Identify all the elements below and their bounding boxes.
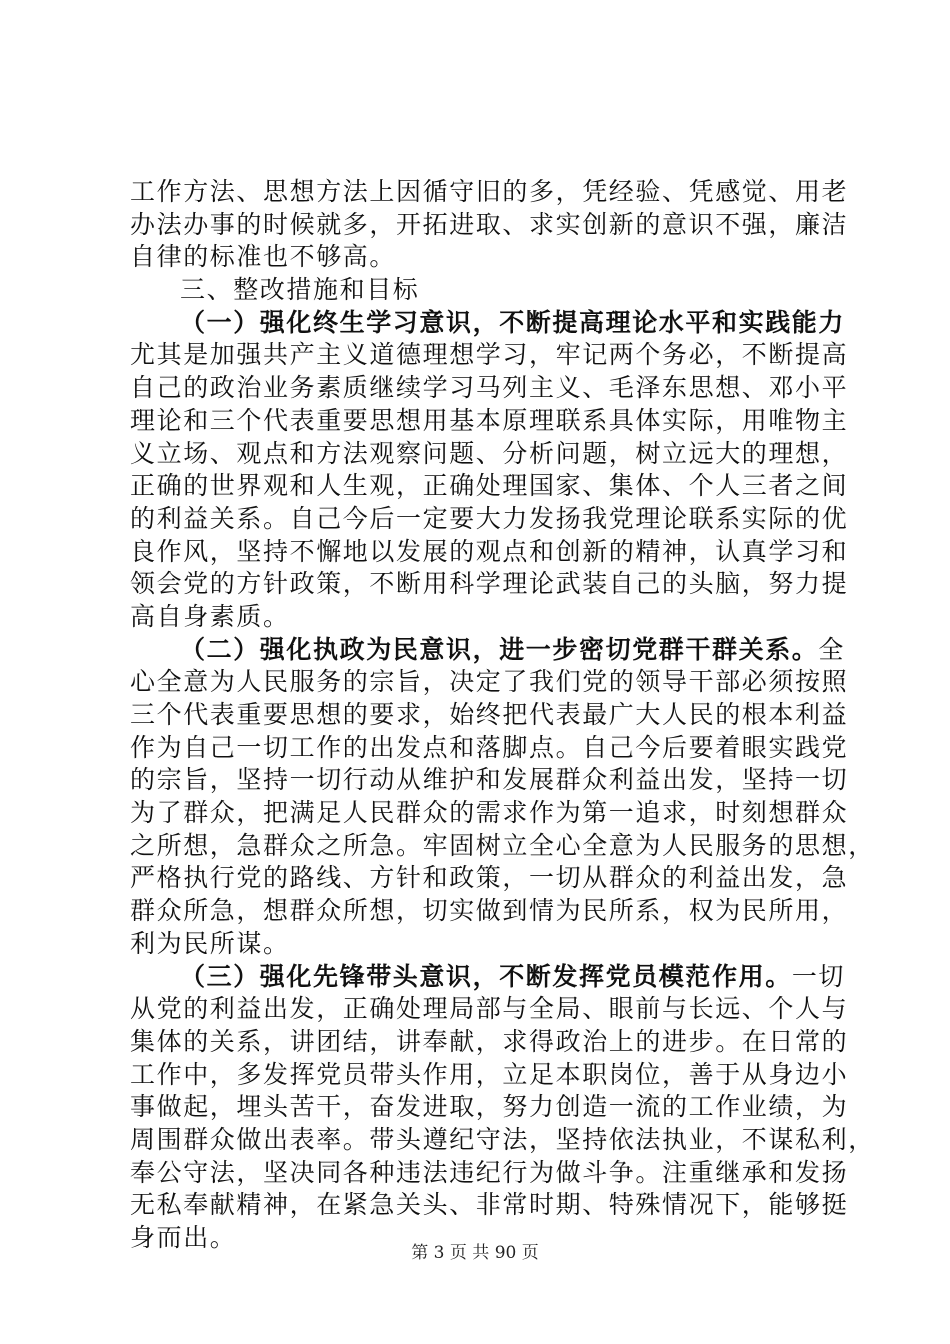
text-line: 作为自己一切工作的出发点和落脚点。自己今后要着眼实践党 — [130, 732, 849, 762]
text-line: 三个代表重要思想的要求，始终把代表最广大人民的根本利益 — [130, 700, 849, 729]
text-line: 办法办事的时候就多，开拓进取、求实创新的意识不强，廉洁 — [130, 209, 849, 239]
text-line: 良作风，坚持不懈地以发展的观点和创新的精神，认真学习和 — [130, 536, 849, 566]
document-body — [130, 176, 875, 1255]
text-line: 之所想，急群众之所急。牢固树立全心全意为人民服务的思想， — [130, 830, 875, 860]
heading-text: （二）强化执政为民意识，进一步密切党群干群关系。 — [180, 634, 819, 664]
text-line: 高自身素质。 — [130, 601, 290, 631]
text-line: 尤其是加强共产主义道德理想学习，牢记两个务必，不断提高 — [130, 340, 849, 370]
body-text: 一切 — [791, 961, 846, 991]
text-line: 的利益关系。自己今后一定要大力发扬我党理论联系实际的优 — [130, 503, 849, 533]
text-line: 从党的利益出发，正确处理局部与全局、眼前与长远、个人与 — [130, 994, 849, 1024]
page-footer: 第 3 页 共 90 页 — [411, 1243, 539, 1263]
text-line — [130, 961, 846, 994]
text-line: 群众所急，想群众所想，切实做到情为民所系，权为民所用， — [130, 896, 849, 926]
heading-text: （三）强化先锋带头意识，不断发挥党员模范作用。 — [180, 961, 792, 991]
text-line: 集体的关系，讲团结，讲奉献，求得政治上的进步。在日常的 — [130, 1026, 849, 1056]
text-line: 无私奉献精神，在紧急关头、非常时期、特殊情况下，能够挺 — [130, 1190, 849, 1220]
text-line: 理论和三个代表重要思想用基本原理联系具体实际，用唯物主 — [130, 405, 849, 435]
text-line: 领会党的方针政策，不断用科学理论武装自己的头脑，努力提 — [130, 569, 849, 599]
text-line: 的宗旨，坚持一切行动从维护和发展群众利益出发，坚持一切 — [130, 765, 849, 795]
text-line: （一）强化终生学习意识，不断提高理论水平和实践能力 — [180, 307, 846, 337]
text-line: 奉公守法，坚决同各种违法违纪行为做斗争。注重继承和发扬 — [130, 1157, 849, 1187]
text-line: 自己的政治业务素质继续学习马列主义、毛泽东思想、邓小平 — [130, 373, 849, 403]
text-line: 利为民所谋。 — [130, 928, 290, 958]
text-line: 为了群众，把满足人民群众的需求作为第一追求，时刻想群众 — [130, 798, 849, 828]
text-line: 三、整改措施和目标 — [180, 275, 420, 305]
text-line: 身而出。 — [130, 1223, 237, 1252]
text-line: 正确的世界观和人生观，正确处理国家、集体、个人三者之间 — [130, 471, 849, 501]
text-line: 心全意为人民服务的宗旨，决定了我们党的领导干部必须按照 — [130, 667, 849, 697]
text-line: 义立场、观点和方法观察问题、分析问题，树立远大的理想， — [130, 438, 849, 468]
text-line: 严格执行党的路线、方针和政策，一切从群众的利益出发，急 — [130, 863, 849, 893]
text-line — [130, 634, 846, 667]
text-line: 工作中，多发挥党员带头作用，立足本职岗位，善于从身边小 — [130, 1059, 849, 1089]
text-line: 工作方法、思想方法上因循守旧的多，凭经验、凭感觉、用老 — [130, 177, 849, 206]
text-line: 事做起，埋头苦干，奋发进取，努力创造一流的工作业绩，为 — [130, 1092, 849, 1122]
body-text: 全 — [818, 634, 846, 664]
text-line: 自律的标准也不够高。 — [130, 242, 397, 272]
text-line: 周围群众做出表率。带头遵纪守法，坚持依法执业，不谋私利， — [130, 1124, 875, 1154]
